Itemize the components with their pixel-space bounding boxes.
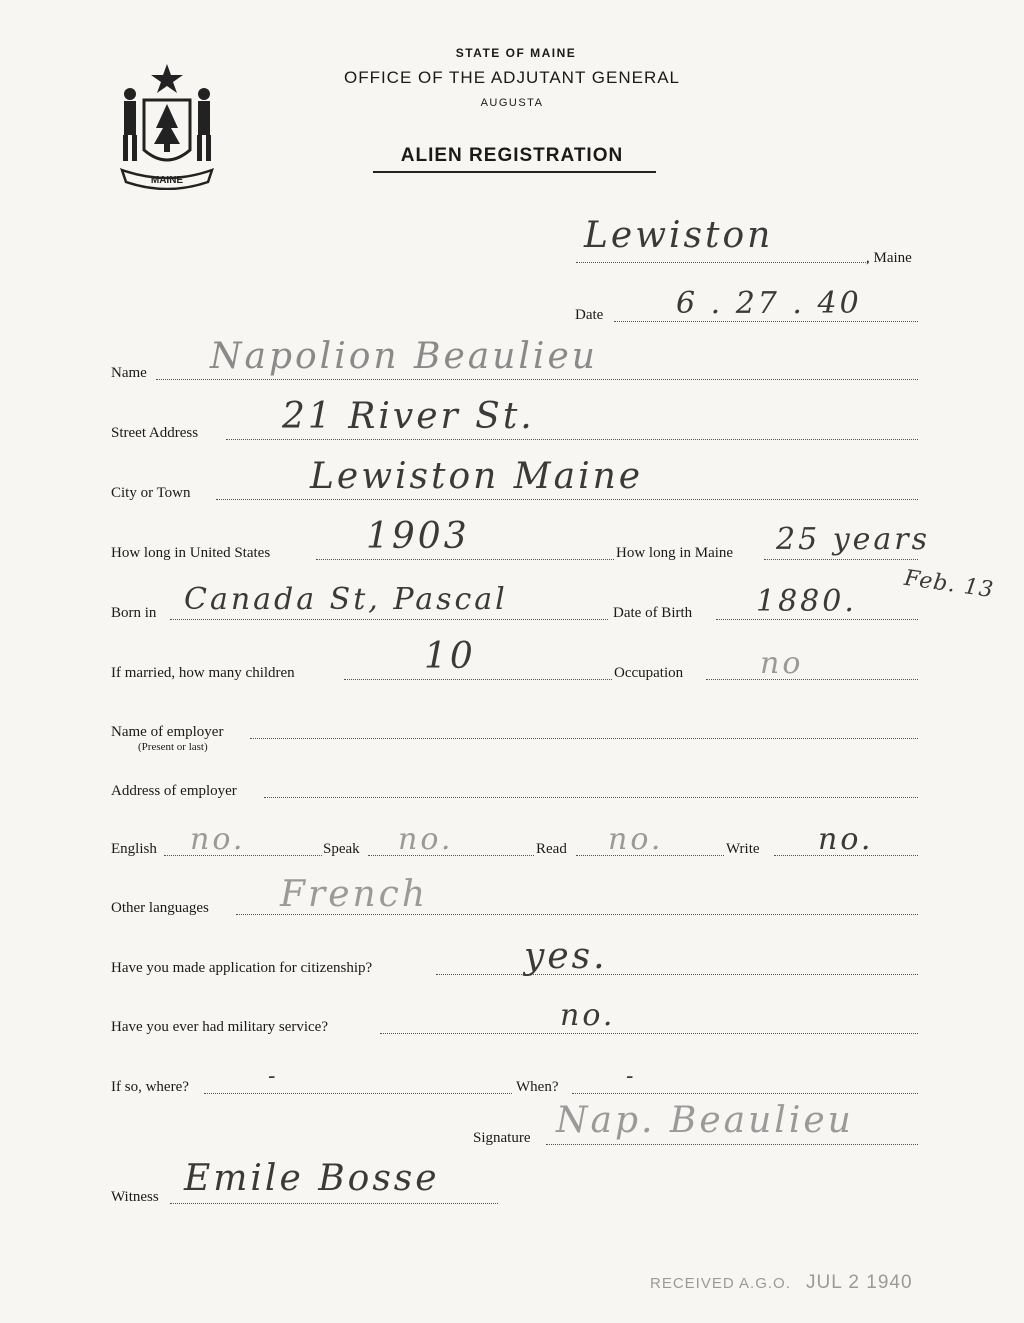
when-label: When?	[516, 1079, 559, 1095]
speak-label: Speak	[323, 841, 360, 857]
children-line	[344, 679, 612, 680]
military-line	[380, 1033, 918, 1034]
languages-value: French	[280, 874, 429, 915]
maine-years-value: 25 years	[776, 522, 931, 557]
born-label: Born in	[111, 605, 157, 621]
dob-extra: Feb. 13	[902, 565, 996, 604]
write-value: no.	[818, 822, 874, 857]
city-label: City or Town	[111, 485, 191, 501]
us-years-value: 1903	[366, 516, 470, 557]
city-line	[216, 499, 918, 500]
us-years-line	[316, 559, 614, 560]
citizenship-line	[436, 974, 918, 975]
read-label: Read	[536, 841, 567, 857]
svg-text:MAINE: MAINE	[150, 175, 184, 186]
employer-sublabel: (Present or last)	[138, 741, 208, 753]
military-value: no.	[560, 998, 616, 1033]
dob-line	[716, 619, 918, 620]
employer-address-line	[264, 797, 918, 798]
children-label: If married, how many children	[111, 665, 295, 681]
place-value: Lewiston	[584, 215, 774, 256]
write-label: Write	[726, 841, 760, 857]
military-label: Have you ever had military service?	[111, 1019, 328, 1035]
witness-value: Emile Bosse	[184, 1158, 440, 1199]
us-years-label: How long in United States	[111, 545, 271, 561]
speak-value: no.	[398, 822, 454, 857]
witness-line	[170, 1203, 498, 1204]
when-line	[572, 1093, 918, 1094]
street-label: Street Address	[111, 425, 199, 441]
place-suffix: , Maine	[866, 250, 912, 266]
street-line	[226, 439, 918, 440]
born-line	[170, 619, 608, 620]
maine-years-line	[764, 559, 918, 560]
date-value: 6 . 27 . 40	[676, 286, 862, 321]
street-value: 21 River St.	[282, 396, 535, 437]
employer-address-label: Address of employer	[111, 783, 237, 799]
english-label: English	[111, 841, 157, 857]
state-heading: STATE OF MAINE	[455, 46, 577, 60]
received-stamp-text: RECEIVED A.G.O.	[650, 1275, 791, 1292]
signature-line	[546, 1144, 918, 1145]
occupation-value: no	[760, 646, 804, 681]
where-value: -	[268, 1064, 279, 1089]
dob-label: Date of Birth	[613, 605, 693, 621]
where-line	[204, 1093, 512, 1094]
witness-label: Witness	[111, 1189, 159, 1205]
where-label: If so, where?	[111, 1079, 189, 1095]
form-title: ALIEN REGISTRATION	[400, 145, 624, 166]
born-value: Canada St, Pascal	[184, 582, 508, 617]
title-underline	[373, 171, 656, 173]
when-value: -	[626, 1064, 637, 1089]
received-stamp-date: JUL 2 1940	[806, 1272, 913, 1293]
read-value: no.	[608, 822, 664, 857]
citizenship-label: Have you made application for citizenship?	[111, 960, 373, 976]
occupation-line	[706, 679, 918, 680]
maine-years-label: How long in Maine	[616, 545, 734, 561]
signature-label: Signature	[473, 1130, 531, 1146]
citizenship-value: yes.	[524, 936, 608, 977]
employer-line	[250, 738, 918, 739]
date-line	[614, 321, 918, 322]
dob-value: 1880.	[756, 584, 857, 619]
name-value: Napolion Beaulieu	[210, 336, 598, 377]
date-label: Date	[575, 307, 604, 323]
received-stamp	[650, 1272, 913, 1294]
employer-label: Name of employer	[111, 724, 224, 740]
city-value: Lewiston Maine	[310, 456, 644, 497]
name-line	[156, 379, 918, 380]
signature-value: Nap. Beaulieu	[556, 1100, 854, 1141]
place-line	[576, 262, 868, 263]
occupation-label: Occupation	[614, 665, 684, 681]
children-value: 10	[424, 636, 476, 677]
name-label: Name	[111, 365, 147, 381]
city-heading: AUGUSTA	[480, 97, 544, 109]
languages-label: Other languages	[111, 900, 209, 916]
english-value: no.	[190, 822, 246, 857]
office-heading: OFFICE OF THE ADJUTANT GENERAL	[343, 68, 681, 87]
